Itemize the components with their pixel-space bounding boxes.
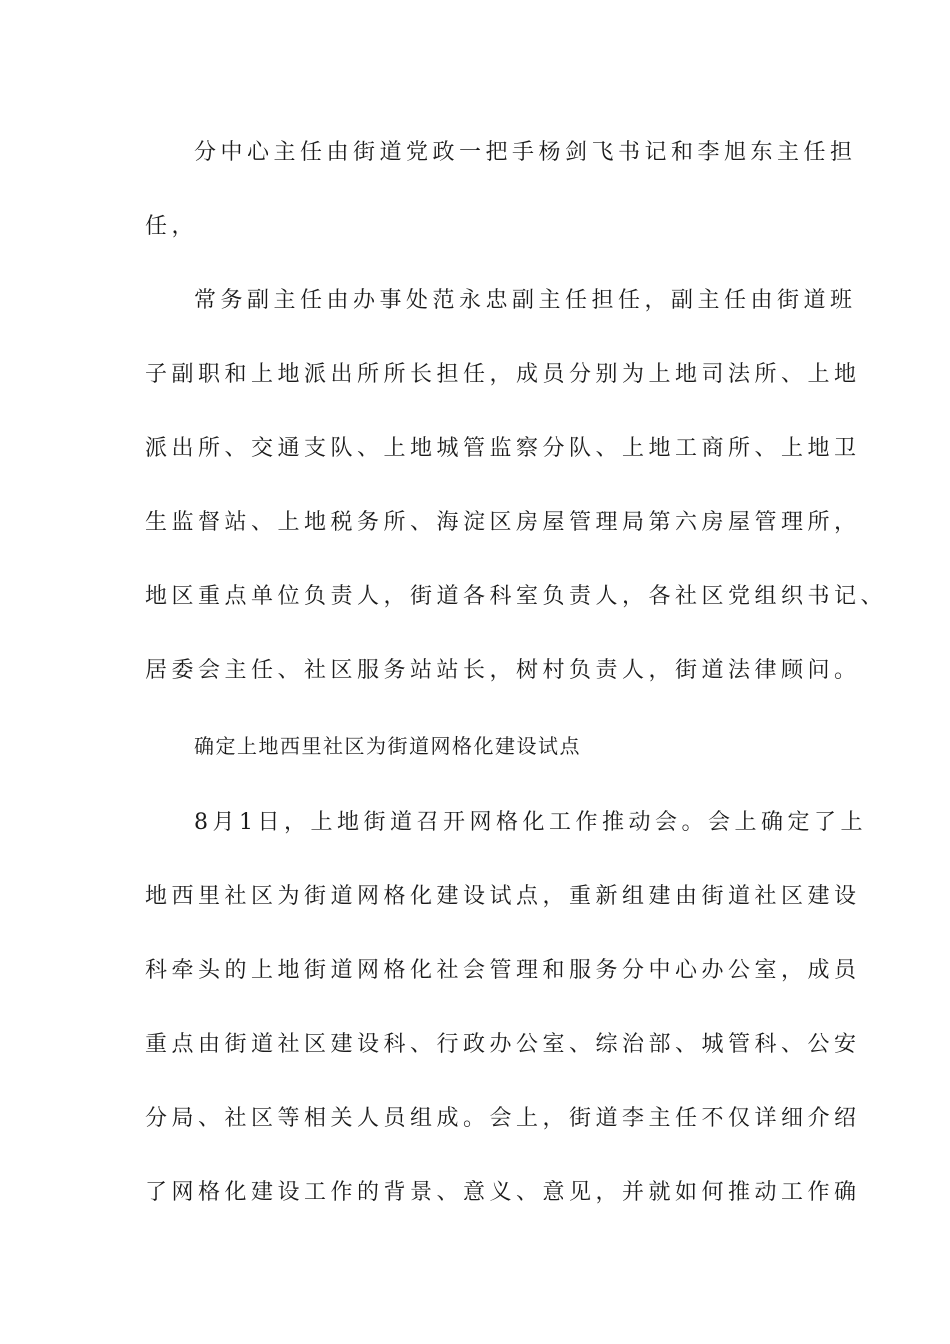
paragraph-line: 科牵头的上地街道网格化社会管理和服务分中心办公室，成员 [145,958,861,983]
paragraph-line: 生监督站、上地税务所、海淀区房屋管理局第六房屋管理所， [145,510,861,535]
section-heading: 确定上地西里社区为街道网格化建设试点 [194,734,581,758]
paragraph-line: 了网格化建设工作的背景、意义、意见，并就如何推动工作确 [145,1180,861,1205]
paragraph-line: 分局、社区等相关人员组成。会上，街道李主任不仅详细介绍 [145,1106,861,1131]
paragraph-line: 任， [145,214,199,239]
paragraph-line: 居委会主任、社区服务站站长，树村负责人，街道法律顾问。 [145,658,861,683]
paragraph-line: 重点由街道社区建设科、行政办公室、综治部、城管科、公安 [145,1032,861,1057]
paragraph-line: 子副职和上地派出所所长担任，成员分别为上地司法所、上地 [145,362,861,387]
paragraph-line: 分中心主任由街道党政一把手杨剑飞书记和李旭东主任担 [194,140,857,165]
paragraph-line: 8月1日，上地街道召开网格化工作推动会。会上确定了上 [194,810,867,835]
paragraph-line: 常务副主任由办事处范永忠副主任担任，副主任由街道班 [194,288,857,313]
paragraph-line: 地西里社区为街道网格化建设试点，重新组建由街道社区建设 [145,884,861,909]
paragraph-line: 派出所、交通支队、上地城管监察分队、上地工商所、上地卫 [145,436,861,461]
paragraph-line: 地区重点单位负责人，街道各科室负责人，各社区党组织书记、 [145,584,888,609]
